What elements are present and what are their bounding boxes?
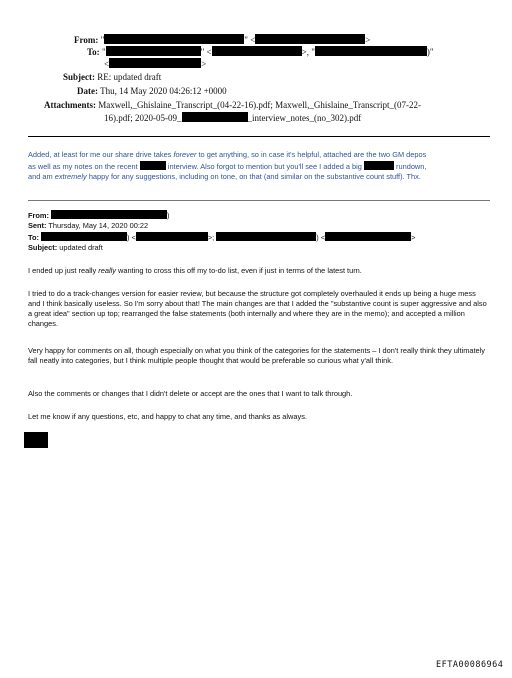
bates-number: EFTA00086964 [436,660,504,670]
header-subject [63,72,161,83]
header-to-label: To: [87,47,100,57]
reply-line-2 [28,161,426,172]
header-date-value: Thu, 14 May 2020 04:26:12 +0000 [100,86,227,96]
header-from-gt: > [365,35,371,45]
orig-to-mid3: ) < [316,233,326,242]
reply-line2-pre: as well as my notes on the recent [28,162,140,171]
reply-line-3 [28,172,421,182]
redaction [315,46,427,56]
reply-line3-pre: and am [28,172,55,181]
header-to2-open: < [104,59,110,69]
redaction [51,210,170,220]
header-to-close: )" [426,47,434,57]
redaction [24,432,48,448]
attachments-line-2-post: _interview_notes_(no_302).pdf [247,113,362,123]
redaction [364,161,394,170]
orig-paragraph-4: Also the comments or changes that I didn't delete or accept are the ones that I want to talk through. [28,389,353,398]
redaction [109,58,201,68]
orig-p1-post: wanting to cross this off my to-do list, even if just in terms of the latest turn. [115,266,362,275]
redaction [41,232,127,241]
header-to-line2 [104,58,206,70]
reply-line3-em: extremely [54,172,87,181]
reply-line1-pre: Added, at least for me our share drive takes [28,150,174,159]
reply-line2-mid: interview. Also forgot to mention but you'll see I added a big [165,162,364,171]
header-to-quote: " [101,47,106,57]
orig-subject-value: updated draft [59,243,103,252]
orig-paragraph-1 [28,266,362,276]
reply-line1-post: to get anything, so in case it's helpful, attached are the two GM depos [196,150,427,159]
redaction [255,34,365,44]
orig-paragraph-3: Very happy for comments on all, though especially on what you think of the categories for the statements – I don't really think they ultimately fall neatly into categories, but I think multiple people thought that would be preferable so curious what y'all think. [28,346,486,365]
orig-from [28,210,169,221]
header-attachments-line2 [104,112,361,124]
orig-subject-label: Subject: [28,243,58,252]
reply-line1-em: forever [173,150,197,159]
header-from [74,34,370,46]
attachments-line-1: Maxwell,_Ghislaine_Transcript_(04-22-16).pdf; Maxwell,_Ghislaine_Transcript_(07-22- [98,100,422,110]
redaction [136,232,208,241]
redaction [104,34,244,44]
orig-from-label: From: [28,211,49,220]
orig-p1-pre: I ended up just really [28,266,99,275]
header-attachments-label: Attachments: [44,100,96,110]
redaction [106,46,201,56]
redaction [182,112,248,122]
orig-paragraph-5: Let me know if any questions, etc, and happy to chat any time, and thanks as always. [28,412,307,421]
header-to [87,46,434,58]
reply-line3-post: happy for any suggestions, including on tone, on that (and similar on the substantive count stuff). Thx. [86,172,421,181]
orig-to-mid1: ) < [127,233,136,242]
orig-subject [28,243,103,253]
header-to-mid: " < [200,47,212,57]
header-attachments [44,100,421,111]
header-from-quote: " [100,35,105,45]
orig-from-close: ) [167,211,170,220]
divider [28,200,490,201]
header-from-close: " < [244,35,256,45]
orig-sent-value: Thursday, May 14, 2020 00:22 [48,221,149,230]
orig-to-label: To: [28,233,39,242]
header-date-label: Date: [77,86,98,96]
orig-to-close: > [411,233,416,242]
orig-sent-label: Sent: [28,221,47,230]
attachments-line-2-pre: 16).pdf; 2020-05-09_ [104,113,182,123]
header-subject-value: RE: updated draft [97,72,162,82]
orig-sent [28,221,148,231]
header-subject-label: Subject: [63,72,95,82]
reply-line-1 [28,150,426,160]
orig-paragraph-2: I tried to do a track-changes version for easier review, but because the structure got completely overhauled it ends up being a huge mess and I think basically useless. So I'm sorry about that! The main changes are that I added the "substantive count is super aggressive and also a great idea" section up top; rearranged the false statements (both internally and where they are in the memo); and accepted a million changes. [28,289,487,328]
orig-to [28,232,415,243]
redaction [140,161,166,170]
divider [28,136,490,137]
header-date [77,86,227,97]
redaction [216,232,316,241]
header-from-label: From: [74,35,99,45]
header-to-sep: >, " [301,47,315,57]
reply-line2-post: rundown, [393,162,427,171]
orig-p1-em: really [98,266,116,275]
orig-to-mid2: >; [207,233,217,242]
header-to2-close: > [201,59,207,69]
redaction [325,232,411,241]
redaction [212,46,302,56]
